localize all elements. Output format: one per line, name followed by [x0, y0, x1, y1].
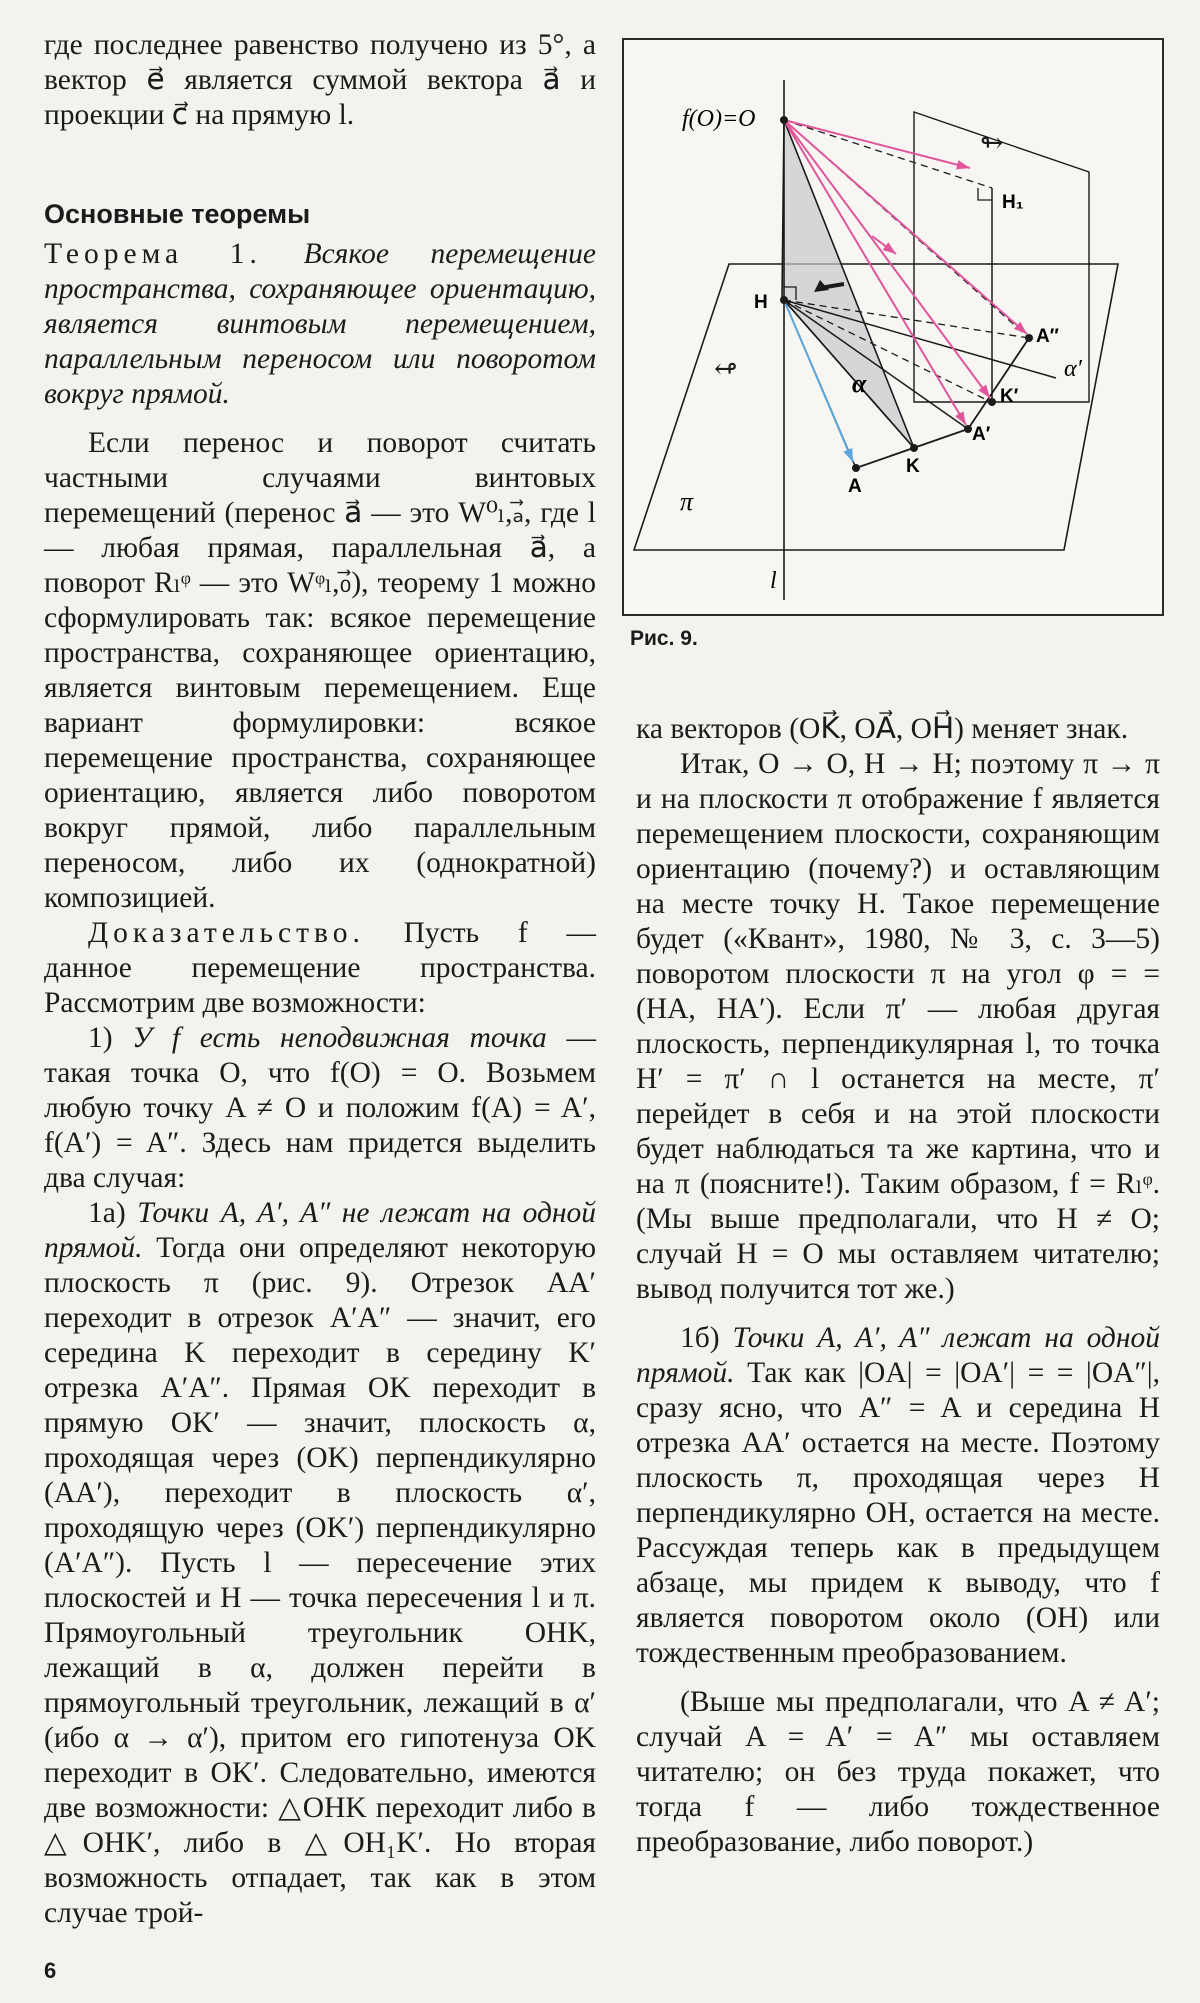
- plane-pi: [634, 264, 1118, 550]
- point-O: [780, 116, 788, 124]
- label-K1: K′: [1000, 386, 1019, 407]
- pink-arrowhead-mid-head: [883, 242, 896, 254]
- screw-symbol-icon-2: ↫: [714, 354, 738, 385]
- dashed-OH1: [784, 120, 992, 188]
- paragraph-itak: Итак, O → O, H → H; поэтому π → π и на плоскости π отображение f является перемещением плоскости, сохраняющим ориентацию (почему?) и оставляющим на месте точку H. Такое перемещение будет («Квант», 1980, № 3, с. 3—5) поворотом плоскости π на угол φ = = (HA, HA′). Если π′ — любая другая плоскость, перпендикулярная l, то точка H′ = π′ ∩ l останется на месте, π′ перейдет в себя и на этой плоскости будет наблюдаться та же картина, что и на π (поясните!). Таким образом, f = Rₗᵠ. (Мы выше предполагали, что H ≠ O; случай H = O мы оставляем читателю; вывод получится тот же.): [636, 748, 1160, 1305]
- point-A1: [964, 425, 972, 433]
- label-f0: f(O)=O: [682, 106, 756, 132]
- case-1a-text: Тогда они определяют некоторую плоскость π (рис. 9). Отрезок AA′ переходит в отрезок A′A″ — значит, его середина K переходит в середину K′ отрезка A′A″. Прямая OK переходит в прямую OK′ — значит, плоскость α, проходящая через (OK) перпендикулярно (AA′), переходит в плоскость α′, проходящую через (OK′) перпендикулярно (A′A″). Пусть l — пересечение этих плоскостей и H — точка пересечения l и π. Прямоугольный треугольник OHK, лежащий в α, должен перейти в прямоугольный треугольник, лежащий в α′ (ибо α → α′), притом его гипотенуза OK переходит в OK′. Следовательно, имеются две возможности: △OHK переходит либо в △OHK′, либо в △OH₁K′. Но вторая возможность отпадает, так как в этом случае трой-: [44, 1232, 597, 1929]
- right-angle-H1: [978, 188, 992, 200]
- case-1-number: 1): [88, 1022, 113, 1054]
- right-column: [636, 712, 1160, 1860]
- label-H1: H₁: [1002, 192, 1024, 213]
- intro-paragraph: где последнее равенство получено из 5°, а вектор e⃗ является суммой вектора a⃗ и проекции c⃗ на прямую l.: [44, 29, 596, 131]
- proof-intro: [44, 916, 596, 1021]
- label-pi: π: [680, 487, 694, 516]
- point-A2: [1025, 334, 1033, 342]
- label-alpha-prime: α′: [1064, 356, 1082, 382]
- case-1-text: — такая точка O, что f(O) = O. Возьмем любую точку A ≠ O и положим f(A) = A′, f(A′) = A″. Здесь нам придется выделить два случая:: [44, 1022, 596, 1194]
- proof-label: Доказательство.: [88, 917, 365, 949]
- point-A: [852, 464, 860, 472]
- case-1b-text: Так как |OA| = |OA′| = = |OA″|, сразу ясно, что A″ = A и середина H отрезка AA′ остается на месте. Поэтому плоскость π, проходящая через H перпендикулярно OH, остается на месте. Рассуждая теперь как в предыдущем абзаце, мы придем к выводу, что f является поворотом около (OH) или тождественным преобразованием.: [636, 1357, 1161, 1669]
- label-A2: A″: [1036, 326, 1059, 347]
- case-1: [44, 1021, 596, 1196]
- case-1b: [636, 1321, 1160, 1671]
- figure-caption: Рис. 9.: [630, 627, 698, 650]
- plane-alpha-shading: [782, 120, 914, 448]
- label-alpha: α: [852, 369, 867, 398]
- figure-9: [622, 38, 1164, 616]
- theorem-1: [44, 237, 596, 412]
- paragraph-remark: (Выше мы предполагали, что A ≠ A′; случай A = A′ = A″ мы оставляем читателю; он без труда покажет, что тогда f — либо тождественное преобразование, либо поворот.): [636, 1686, 1160, 1858]
- label-l: l: [770, 568, 777, 594]
- segment-A1A2: [968, 338, 1029, 429]
- label-K: K: [906, 456, 920, 477]
- screw-symbol-icon: ↬: [980, 128, 1004, 159]
- point-H: [780, 296, 788, 304]
- point-K1: [988, 398, 996, 406]
- page-number: 6: [44, 1958, 57, 1983]
- paragraph-continuation: ка векторов (OK⃗, OA⃗, OH⃗) меняет знак.: [636, 713, 1129, 745]
- case-1a: [44, 1196, 596, 1931]
- theorem-label: Теорема 1.: [44, 238, 262, 270]
- case-1b-number: 1б): [680, 1322, 720, 1354]
- pink-vector-OH1-head: [956, 160, 970, 169]
- case-1b-title: Точки A, A′, A″ лежат на одной прямой.: [636, 1322, 1160, 1389]
- label-A1: A′: [972, 424, 991, 445]
- proof-text: Пусть f — данное перемещение пространства. Рассмотрим две возможности:: [44, 917, 596, 1019]
- label-H: H: [754, 292, 768, 313]
- left-column: [44, 28, 596, 1931]
- figure-diagram: [624, 40, 1162, 614]
- paragraph-reformulation: Если перенос и поворот считать частными случаями винтовых перемещений (перенос a⃗ — это W⁰ₗ,ₐ⃗, где l — любая прямая, параллельная a⃗, а поворот Rₗᵠ — это Wᵠₗ,₀⃗), теорему 1 можно сформулировать так: всякое перемещение пространства, сохраняющее ориентацию, является винтовым перемещением. Еще вариант формулировки: всякое перемещение пространства, сохраняющее ориентацию, является либо поворотом вокруг прямой, либо параллельным переносом, либо их (однократной) композицией.: [44, 427, 596, 914]
- point-K: [910, 444, 918, 452]
- section-heading: Основные теоремы: [44, 199, 311, 229]
- case-1a-title: Точки A, A′, A″ не лежат на одной прямой.: [44, 1197, 597, 1264]
- case-1a-number: 1а): [88, 1197, 126, 1229]
- blue-vector-HA-head: [843, 448, 853, 462]
- theorem-statement: Всякое перемещение пространства, сохраняющее ориентацию, является винтовым перемещением, параллельным переносом или поворотом вокруг прямой.: [44, 238, 596, 410]
- case-1-title: У f есть неподвижная точка: [132, 1022, 547, 1054]
- label-A: A: [848, 476, 862, 497]
